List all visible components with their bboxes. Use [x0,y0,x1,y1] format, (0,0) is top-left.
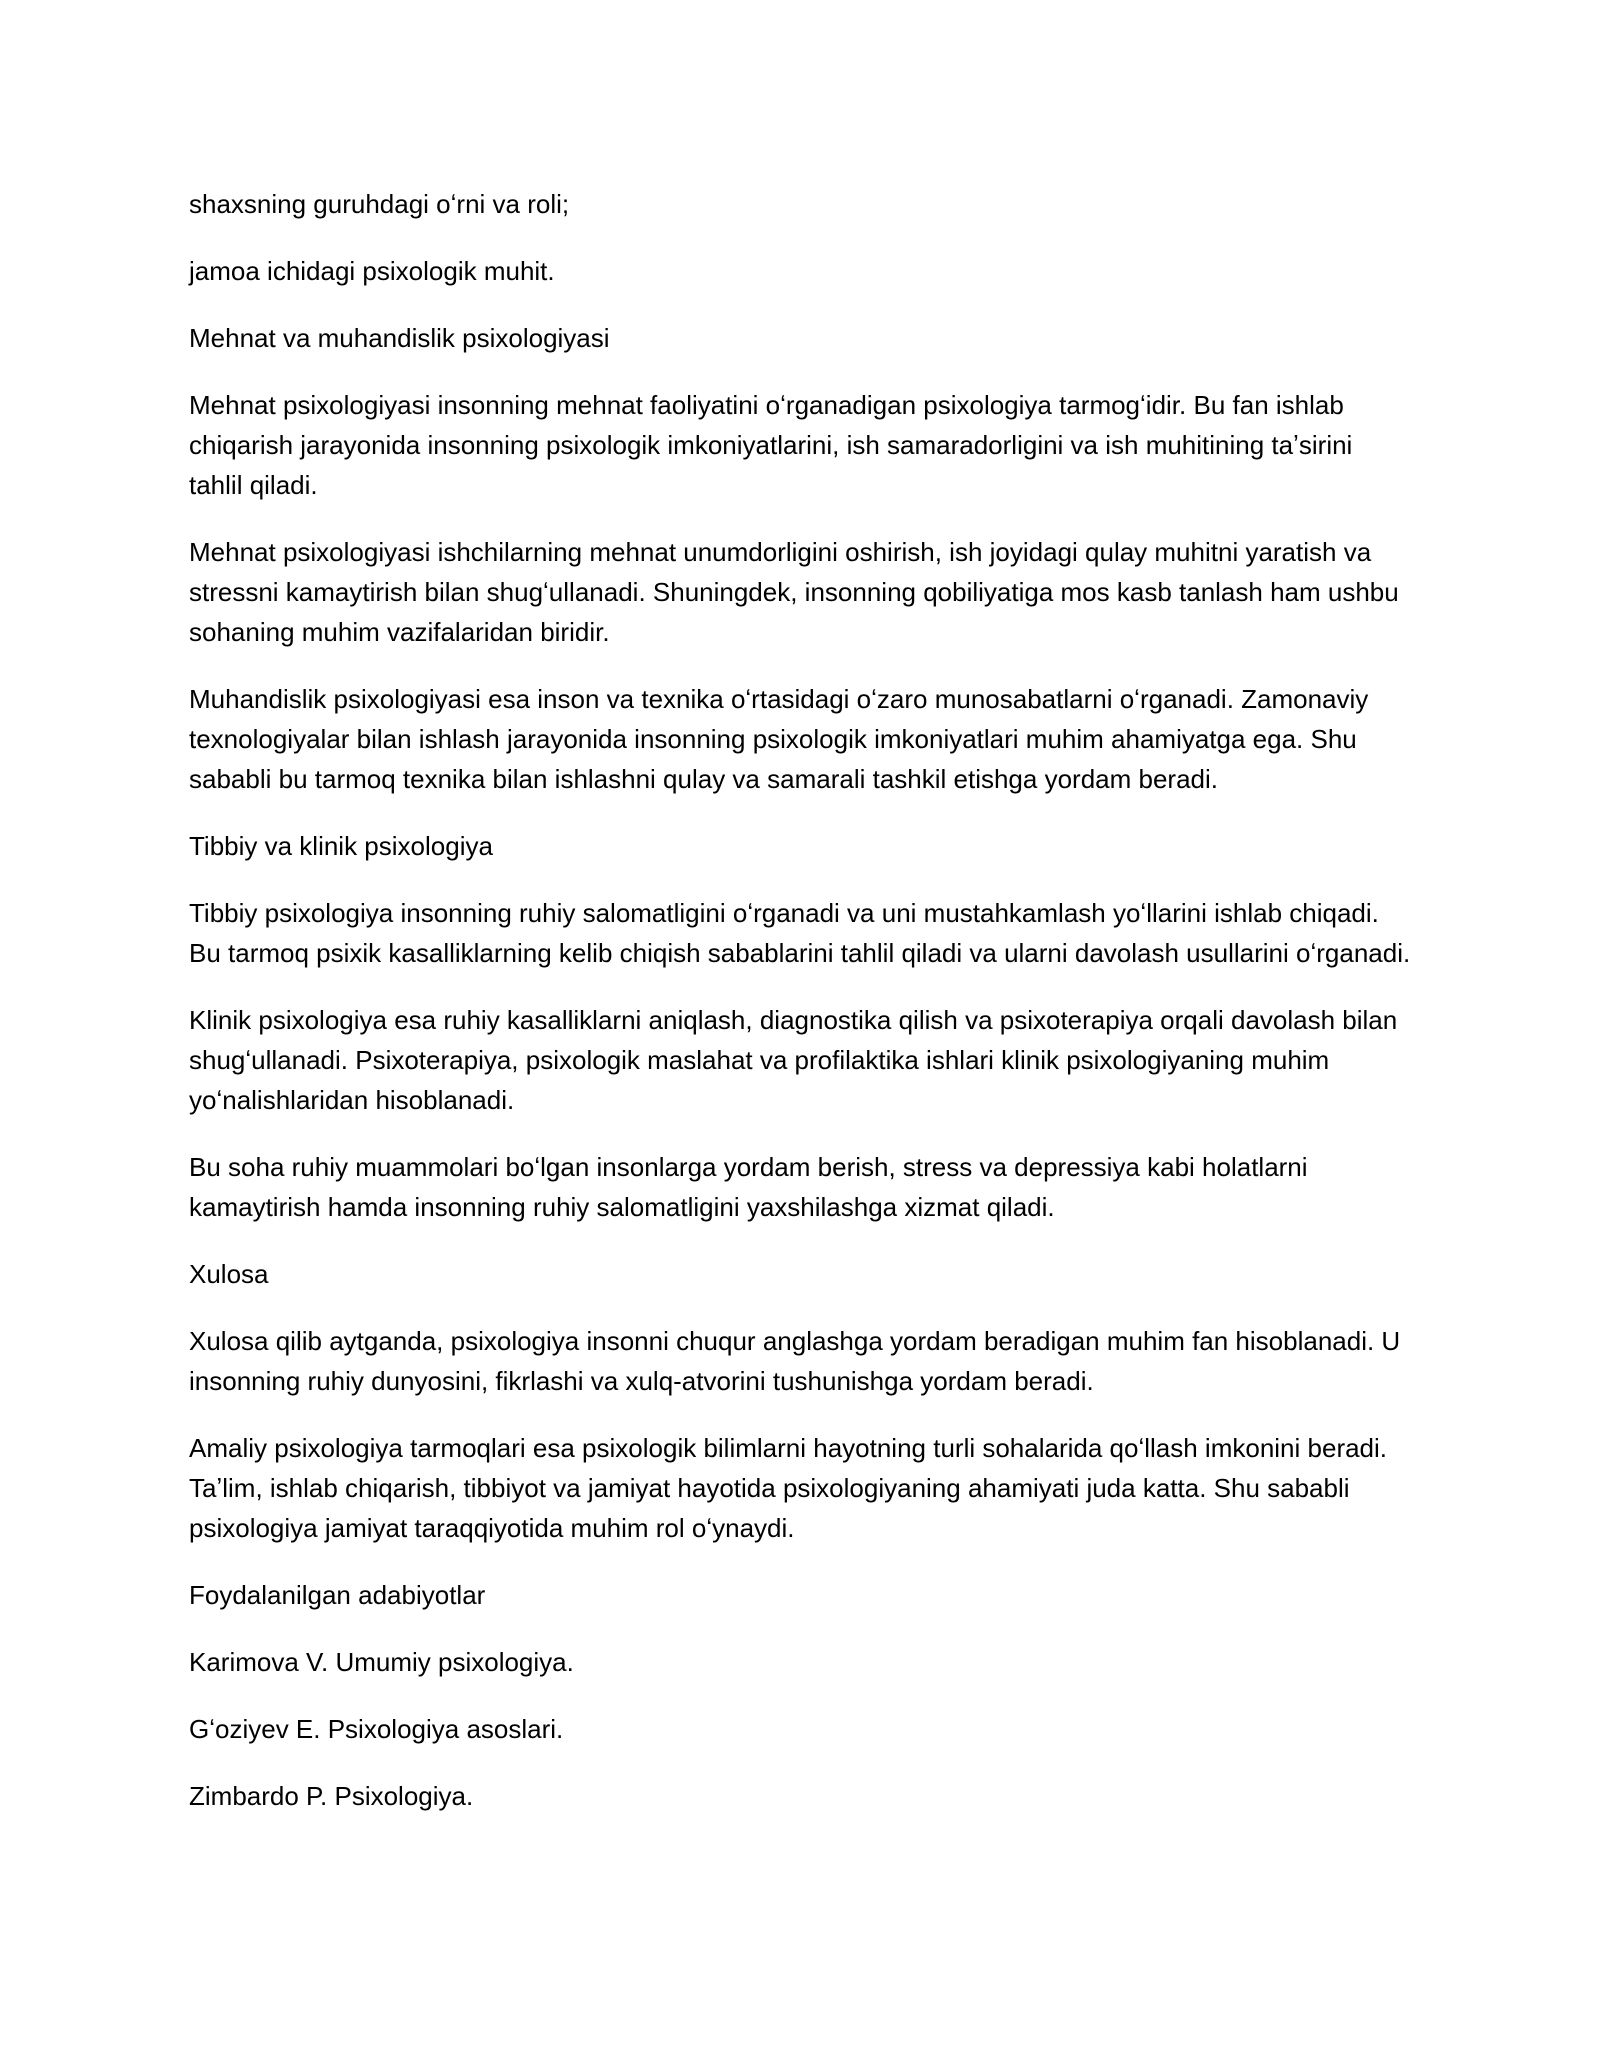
body-paragraph: Bu soha ruhiy muammolari boʻlgan insonlarga yordam berish, stress va depressiya kabi holatlarni kamaytirish hamda insonning ruhiy salomatligini yaxshilashga xizmat qiladi. [189,1152,1308,1222]
section-heading-conclusion: Xulosa [189,1259,269,1289]
list-item-team-climate: jamoa ichidagi psixologik muhit. [189,256,555,286]
list-item-group-role: shaxsning guruhdagi oʻrni va roli; [189,189,570,219]
body-paragraph: Amaliy psixologiya tarmoqlari esa psixologik bilimlarni hayotning turli sohalarida qoʻllash imkonini beradi. Taʼlim, ishlab chiqarish, tibbiyot va jamiyat hayotida psixologiyaning ahamiyati juda katta. Shu sababli psixologiya jamiyat taraqqiyotida muhim rol oʻynaydi. [189,1433,1388,1543]
reference-item: Zimbardo P. Psixologiya. [189,1781,474,1811]
body-paragraph: Xulosa qilib aytganda, psixologiya insonni chuqur anglashga yordam beradigan muhim fan hisoblanadi. U insonning ruhiy dunyosini, fikrlashi va xulq-atvorini tushunishga yordam beradi. [189,1326,1401,1396]
section-heading-medical-clinical: Tibbiy va klinik psixologiya [189,831,493,861]
reference-item: Gʻoziyev E. Psixologiya asoslari. [189,1714,564,1744]
body-paragraph: Muhandislik psixologiyasi esa inson va texnika oʻrtasidagi oʻzaro munosabatlarni oʻrganadi. Zamonaviy texnologiyalar bilan ishlash jarayonida insonning psixologik imkoniyatlari muhim ahamiyatga ega. Shu sababli bu tarmoq texnika bilan ishlashni qulay va samarali tashkil etishga yordam beradi. [189,684,1369,794]
section-heading-labor-engineering: Mehnat va muhandislik psixologiyasi [189,323,610,353]
body-paragraph: Mehnat psixologiyasi insonning mehnat faoliyatini oʻrganadigan psixologiya tarmogʻidir. Bu fan ishlab chiqarish jarayonida insonning psixologik imkoniyatlarini, ish samaradorligini va ish muhitining taʼsirini tahlil qiladi. [189,390,1353,500]
document-body [189,184,1411,1843]
body-paragraph: Tibbiy psixologiya insonning ruhiy salomatligini oʻrganadi va uni mustahkamlash yoʻllarini ishlab chiqadi. Bu tarmoq psixik kasalliklarning kelib chiqish sabablarini tahlil qiladi va ularni davolash usullarini oʻrganadi. [189,898,1411,968]
body-paragraph: Klinik psixologiya esa ruhiy kasalliklarni aniqlash, diagnostika qilish va psixoterapiya orqali davolash bilan shugʻullanadi. Psixoterapiya, psixologik maslahat va profilaktika ishlari klinik psixologiyaning muhim yoʻnalishlaridan hisoblanadi. [189,1005,1398,1115]
reference-item: Karimova V. Umumiy psixologiya. [189,1647,574,1677]
section-heading-references: Foydalanilgan adabiyotlar [189,1580,486,1610]
body-paragraph: Mehnat psixologiyasi ishchilarning mehnat unumdorligini oshirish, ish joyidagi qulay muhitni yaratish va stressni kamaytirish bilan shugʻullanadi. Shuningdek, insonning qobiliyatiga mos kasb tanlash ham ushbu sohaning muhim vazifalaridan biridir. [189,537,1399,647]
